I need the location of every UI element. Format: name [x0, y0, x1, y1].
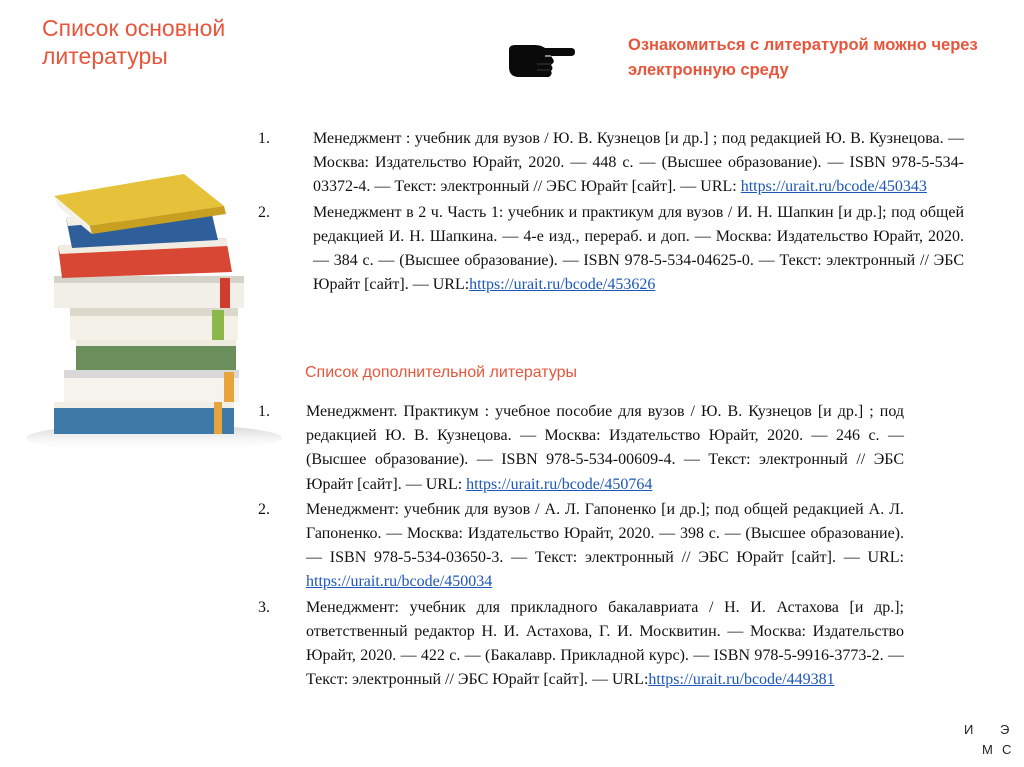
reference-text: Менеджмент в 2 ч. Часть 1: учебник и практикум для вузов / И. Н. Шапкин [и др.]; под общей редакцией И. Н. Шапкина. — 4-е изд., перераб. и доп. — Москва: Издательство Юрайт, 2020. — 384 с. — (Высшее образование). — ISBN 978-5-534-04625-0. — Текст: электронный // ЭБС Юрайт [сайт]. — URL: — [313, 203, 964, 294]
item-number: 2. — [258, 203, 270, 221]
pointing-hand-icon — [505, 40, 577, 82]
main-literature-list — [258, 127, 964, 297]
reference-text: Менеджмент. Практикум : учебное пособие для вузов / Ю. В. Кузнецов [и др.] ; под редакцией Ю. В. Кузнецова. — Москва: Издательство Юрайт, 2020. — 246 с. — (Высшее образование). — ISBN 978-5-534-00609-4. — Текст: электронный // ЭБС Юрайт [сайт]. — URL: — [306, 403, 904, 493]
reference-text: Менеджмент: учебник для вузов / А. Л. Гапоненко [и др.]; под общей редакцией А. Л. Гапоненко. — Москва: Издательство Юрайт, 2020. — 398 с. — (Высшее образование). — ISBN 978-5-534-03650-3. — Текст: электронный // ЭБС Юрайт [сайт]. — URL: — [306, 500, 904, 567]
list-item — [258, 498, 904, 595]
reference-url[interactable]: https://urait.ru/bcode/450764 — [466, 475, 653, 493]
item-number: 1. — [258, 403, 270, 420]
item-number: 2. — [258, 500, 270, 518]
reference-url[interactable]: https://urait.ru/bcode/450034 — [306, 573, 493, 591]
main-literature-title: Список основной литературы — [42, 15, 226, 69]
list-item — [258, 400, 904, 497]
reference-url[interactable]: https://urait.ru/bcode/453626 — [469, 276, 656, 294]
reference-entry — [306, 498, 904, 595]
reference-entry — [306, 596, 904, 693]
logo-letter: Э — [1000, 722, 1010, 737]
reference-text: Менеджмент : учебник для вузов / Ю. В. Кузнецов [и др.] ; под редакцией Ю. В. Кузнецова. — Москва: Издательство Юрайт, 2020. — 448 с. — (Высшее образование). — ISBN 978-5-534-03372-4. — Текст: электронный // ЭБС Юрайт [сайт]. — URL: — [313, 130, 964, 196]
item-number: 1. — [258, 130, 270, 147]
reference-entry — [313, 127, 964, 200]
reference-text: Менеджмент: учебник для прикладного бакалавриата / Н. И. Астахова [и др.]; ответственный редактор Н. И. Астахова, Г. И. Москвитин. — Москва: Издательство Юрайт, 2020. — 422 с. — (Бакалавр. Прикладной курс). — ISBN 978-5-9916-3773-2. — Текст: электронный // ЭБС Юрайт [сайт]. — URL: — [306, 598, 904, 689]
reference-entry — [306, 400, 904, 497]
item-number: 3. — [258, 598, 270, 616]
reference-url[interactable]: https://urait.ru/bcode/449381 — [648, 671, 835, 689]
logo-letter: И — [964, 722, 974, 737]
reference-url[interactable]: https://urait.ru/bcode/450343 — [740, 178, 927, 196]
list-item — [258, 127, 964, 200]
list-item — [258, 201, 964, 298]
stack-of-books-illustration — [14, 162, 284, 462]
additional-literature-list — [258, 400, 904, 692]
additional-literature-title: Список дополнительной литературы — [305, 364, 578, 381]
notice-text: Ознакомиться с литературой можно через электронную среду — [628, 36, 978, 79]
list-item — [258, 596, 904, 693]
logo-letter: М — [982, 742, 993, 757]
logo-letter: С — [1002, 742, 1012, 757]
institute-logo — [960, 720, 1014, 760]
reference-entry — [313, 201, 964, 298]
